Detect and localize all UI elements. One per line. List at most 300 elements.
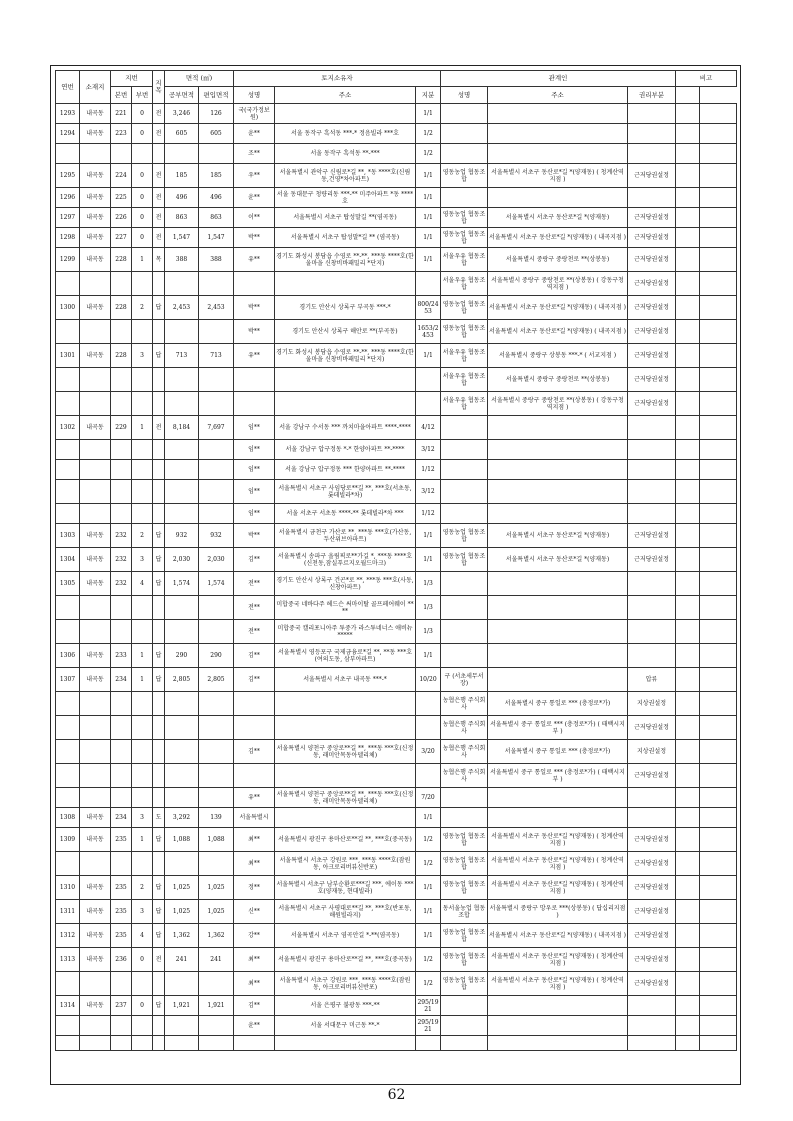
cell-area-public: 1,088 bbox=[165, 828, 199, 852]
cell-remarks-extra bbox=[700, 164, 737, 188]
cell-area-public bbox=[165, 440, 199, 460]
cell-share bbox=[416, 764, 441, 788]
cell-land-category bbox=[153, 480, 165, 504]
cell-location bbox=[80, 972, 111, 996]
cell-interest-address: 서울특별시 서초구 동산로*길 *(양재동) bbox=[488, 208, 628, 228]
table-row bbox=[56, 668, 737, 692]
cell-land-category bbox=[153, 740, 165, 764]
cell-owner-name: 임** bbox=[234, 460, 275, 480]
cell-land-category bbox=[153, 1016, 165, 1036]
table-row bbox=[56, 188, 737, 208]
cell-share: 1/1 bbox=[416, 644, 441, 668]
cell-interest-name: 영동농업 협동조합 bbox=[441, 524, 488, 548]
cell-empty bbox=[275, 1036, 416, 1051]
cell-area-public bbox=[165, 144, 199, 164]
cell-jibun-sub bbox=[132, 852, 153, 876]
cell-interest-address: 서울특별시 중랑구 중랑천로 **(상봉동) bbox=[488, 368, 628, 392]
cell-interest-address bbox=[488, 440, 628, 460]
cell-remarks-extra bbox=[700, 228, 737, 248]
cell-jibun-main: 235 bbox=[111, 876, 132, 900]
table-row bbox=[56, 344, 737, 368]
cell-area-public: 863 bbox=[165, 208, 199, 228]
cell-owner-address: 서울 동작구 흑석동 ***-* 정음빌라 ***호 bbox=[275, 124, 416, 144]
cell-owner-name: 박** bbox=[234, 296, 275, 320]
cell-lot-no: 1310 bbox=[56, 876, 80, 900]
cell-jibun-sub bbox=[132, 620, 153, 644]
cell-area-incorporated: 185 bbox=[199, 164, 234, 188]
cell-area-public bbox=[165, 1016, 199, 1036]
cell-area-public: 3,246 bbox=[165, 104, 199, 124]
cell-owner-address: 서울특별시 서초구 내곡동 ***-* bbox=[275, 668, 416, 692]
cell-owner-name: 서울특별시 bbox=[234, 808, 275, 828]
cell-right-type bbox=[628, 808, 676, 828]
table-row bbox=[56, 416, 737, 440]
cell-owner-address: 서울 서대문구 미근동 **-* bbox=[275, 1016, 416, 1036]
cell-area-incorporated: 241 bbox=[199, 948, 234, 972]
cell-right-type: 근저당권설정 bbox=[628, 716, 676, 740]
cell-share: 1/1 bbox=[416, 924, 441, 948]
cell-jibun-sub: 0 bbox=[132, 996, 153, 1016]
cell-owner-address: 미합중국 캘리포니아주 투중가 라스투네너스 애비뉴 ***** bbox=[275, 620, 416, 644]
cell-area-public bbox=[165, 740, 199, 764]
table-row bbox=[56, 572, 737, 596]
cell-location: 내곡동 bbox=[80, 572, 111, 596]
cell-lot-no: 1308 bbox=[56, 808, 80, 828]
cell-owner-name: 김** bbox=[234, 668, 275, 692]
table-row bbox=[56, 208, 737, 228]
cell-area-public bbox=[165, 272, 199, 296]
cell-owner-name: 임** bbox=[234, 504, 275, 524]
cell-location bbox=[80, 392, 111, 416]
header-jibun: 지번 bbox=[111, 71, 153, 87]
cell-lot-no bbox=[56, 620, 80, 644]
cell-location bbox=[80, 480, 111, 504]
cell-land-category: 전 bbox=[153, 104, 165, 124]
header-land-category: 지목 bbox=[153, 71, 165, 104]
cell-remarks bbox=[676, 320, 700, 344]
cell-interest-address bbox=[488, 124, 628, 144]
cell-interest-name: 영동농업 협동조합 bbox=[441, 208, 488, 228]
cell-lot-no bbox=[56, 692, 80, 716]
cell-share: 1/1 bbox=[416, 248, 441, 272]
cell-jibun-main: 224 bbox=[111, 164, 132, 188]
cell-location: 내곡동 bbox=[80, 104, 111, 124]
cell-area-public bbox=[165, 480, 199, 504]
cell-remarks bbox=[676, 948, 700, 972]
cell-interest-address bbox=[488, 144, 628, 164]
cell-jibun-sub: 4 bbox=[132, 572, 153, 596]
cell-owner-name: 최** bbox=[234, 828, 275, 852]
cell-owner-address: 서울특별시 서초구 남부순환로***길 ***, 에이동 ***호(양재동, 현대빌라) bbox=[275, 876, 416, 900]
table-row bbox=[56, 644, 737, 668]
cell-jibun-sub bbox=[132, 504, 153, 524]
cell-owner-address: 서울특별시 서초구 강원로 ***, ***동 ****호(잠원동, 아크로리버뷰신반포) bbox=[275, 852, 416, 876]
cell-jibun-main: 234 bbox=[111, 808, 132, 828]
cell-remarks bbox=[676, 596, 700, 620]
cell-jibun-sub: 0 bbox=[132, 208, 153, 228]
cell-remarks-extra bbox=[700, 104, 737, 124]
cell-owner-address: 서울 동작구 흑석동 **-*** bbox=[275, 144, 416, 164]
cell-remarks bbox=[676, 440, 700, 460]
cell-owner-name: 정** bbox=[234, 876, 275, 900]
cell-owner-address bbox=[275, 368, 416, 392]
cell-land-category: 답 bbox=[153, 644, 165, 668]
cell-land-category bbox=[153, 320, 165, 344]
cell-jibun-sub bbox=[132, 972, 153, 996]
cell-location bbox=[80, 852, 111, 876]
cell-share bbox=[416, 692, 441, 716]
cell-remarks bbox=[676, 572, 700, 596]
header-remarks: 비고 bbox=[676, 71, 737, 87]
cell-interest-name bbox=[441, 808, 488, 828]
cell-remarks bbox=[676, 788, 700, 808]
cell-jibun-sub bbox=[132, 460, 153, 480]
cell-jibun-main: 223 bbox=[111, 124, 132, 144]
cell-jibun-main: 234 bbox=[111, 668, 132, 692]
cell-area-incorporated: 2,805 bbox=[199, 668, 234, 692]
cell-jibun-sub: 1 bbox=[132, 668, 153, 692]
cell-remarks-extra bbox=[700, 320, 737, 344]
cell-right-type bbox=[628, 1016, 676, 1036]
cell-location bbox=[80, 596, 111, 620]
cell-interest-name: 영동농업 협동조합 bbox=[441, 164, 488, 188]
cell-area-public bbox=[165, 692, 199, 716]
cell-interest-name bbox=[441, 104, 488, 124]
cell-jibun-main: 232 bbox=[111, 548, 132, 572]
cell-jibun-sub bbox=[132, 596, 153, 620]
cell-remarks-extra bbox=[700, 1016, 737, 1036]
cell-interest-name bbox=[441, 620, 488, 644]
cell-area-incorporated bbox=[199, 368, 234, 392]
cell-area-public bbox=[165, 764, 199, 788]
cell-area-incorporated: 126 bbox=[199, 104, 234, 124]
cell-remarks bbox=[676, 124, 700, 144]
cell-share: 1/3 bbox=[416, 620, 441, 644]
cell-right-type bbox=[628, 644, 676, 668]
header-jibun-main: 본번 bbox=[111, 87, 132, 104]
cell-remarks-extra bbox=[700, 188, 737, 208]
cell-owner-name bbox=[234, 716, 275, 740]
cell-remarks bbox=[676, 104, 700, 124]
cell-owner-name: 전** bbox=[234, 596, 275, 620]
cell-remarks-extra bbox=[700, 948, 737, 972]
cell-right-type bbox=[628, 620, 676, 644]
cell-remarks-extra bbox=[700, 548, 737, 572]
cell-share bbox=[416, 368, 441, 392]
header-owner-group: 토지소유자 bbox=[234, 71, 441, 87]
cell-interest-address: 서울특별시 중구 통일로 *** (충정로*가) ( 태백시지부 ) bbox=[488, 764, 628, 788]
cell-owner-name: 박** bbox=[234, 228, 275, 248]
cell-jibun-main bbox=[111, 972, 132, 996]
cell-land-category bbox=[153, 692, 165, 716]
cell-interest-address bbox=[488, 596, 628, 620]
cell-owner-name: 전** bbox=[234, 620, 275, 644]
cell-jibun-sub bbox=[132, 392, 153, 416]
cell-remarks-extra bbox=[700, 416, 737, 440]
cell-remarks bbox=[676, 344, 700, 368]
cell-remarks bbox=[676, 504, 700, 524]
table-row bbox=[56, 852, 737, 876]
cell-interest-address bbox=[488, 808, 628, 828]
cell-area-public bbox=[165, 596, 199, 620]
cell-land-category: 전 bbox=[153, 188, 165, 208]
cell-jibun-sub: 0 bbox=[132, 164, 153, 188]
cell-jibun-main: 228 bbox=[111, 296, 132, 320]
cell-share: 1/12 bbox=[416, 504, 441, 524]
cell-location: 내곡동 bbox=[80, 228, 111, 248]
cell-empty bbox=[199, 1036, 234, 1051]
cell-area-public: 932 bbox=[165, 524, 199, 548]
cell-remarks-extra bbox=[700, 900, 737, 924]
cell-jibun-sub: 0 bbox=[132, 188, 153, 208]
cell-area-public: 2,030 bbox=[165, 548, 199, 572]
cell-jibun-sub bbox=[132, 320, 153, 344]
cell-interest-name: 영동농업 협동조합 bbox=[441, 924, 488, 948]
cell-right-type: 지상권설정 bbox=[628, 692, 676, 716]
cell-land-category: 답 bbox=[153, 524, 165, 548]
cell-jibun-sub: 1 bbox=[132, 644, 153, 668]
cell-lot-no: 1300 bbox=[56, 296, 80, 320]
cell-area-incorporated bbox=[199, 972, 234, 996]
cell-remarks bbox=[676, 272, 700, 296]
cell-interest-name: 영동농업 협동조합 bbox=[441, 876, 488, 900]
cell-interest-address: 서울특별시 서초구 동산로*길 *(양재동) ( 내곡지점 ) bbox=[488, 924, 628, 948]
cell-owner-name: 윤** bbox=[234, 188, 275, 208]
cell-location: 내곡동 bbox=[80, 548, 111, 572]
cell-area-incorporated bbox=[199, 740, 234, 764]
cell-share: 1/1 bbox=[416, 208, 441, 228]
cell-location bbox=[80, 144, 111, 164]
cell-right-type bbox=[628, 188, 676, 208]
cell-empty bbox=[441, 1036, 488, 1051]
cell-owner-address: 서울특별시 광진구 용마산로**길 **, ***호(중곡동) bbox=[275, 948, 416, 972]
cell-interest-name: 영동농업 협동조합 bbox=[441, 852, 488, 876]
cell-empty bbox=[165, 1036, 199, 1051]
cell-area-incorporated: 2,030 bbox=[199, 548, 234, 572]
cell-land-category bbox=[153, 972, 165, 996]
cell-interest-name: 영동농업 협동조합 bbox=[441, 548, 488, 572]
cell-jibun-main bbox=[111, 504, 132, 524]
cell-empty bbox=[628, 1036, 676, 1051]
cell-jibun-main: 235 bbox=[111, 924, 132, 948]
cell-jibun-main bbox=[111, 480, 132, 504]
cell-share: 1/1 bbox=[416, 808, 441, 828]
cell-remarks-extra bbox=[700, 124, 737, 144]
cell-remarks-extra bbox=[700, 344, 737, 368]
cell-interest-address: 서울특별시 중랑구 망우로 ***(상봉동) ( 답십리지점 ) bbox=[488, 900, 628, 924]
cell-jibun-main: 235 bbox=[111, 828, 132, 852]
cell-empty bbox=[488, 1036, 628, 1051]
cell-remarks bbox=[676, 808, 700, 828]
cell-owner-name: 박** bbox=[234, 524, 275, 548]
cell-jibun-sub bbox=[132, 716, 153, 740]
cell-owner-name: 조** bbox=[234, 144, 275, 164]
cell-lot-no bbox=[56, 1016, 80, 1036]
table-row bbox=[56, 972, 737, 996]
cell-remarks bbox=[676, 524, 700, 548]
cell-remarks bbox=[676, 208, 700, 228]
cell-empty bbox=[700, 1036, 737, 1051]
cell-interest-address: 서울특별시 서초구 동산로*길 *(양재동) ( 내곡지점 ) bbox=[488, 320, 628, 344]
cell-interest-address: 서울특별시 중구 통일로 *** (충정로*가) bbox=[488, 740, 628, 764]
cell-share: 1/1 bbox=[416, 548, 441, 572]
cell-share: 3/12 bbox=[416, 480, 441, 504]
cell-owner-name bbox=[234, 272, 275, 296]
cell-lot-no: 1304 bbox=[56, 548, 80, 572]
cell-area-public: 290 bbox=[165, 644, 199, 668]
cell-remarks bbox=[676, 924, 700, 948]
cell-interest-address: 서울특별시 중랑구 중랑천로 **(상봉동) ( 강동구청역지점 ) bbox=[488, 392, 628, 416]
cell-share: 7/20 bbox=[416, 788, 441, 808]
cell-owner-name bbox=[234, 392, 275, 416]
cell-owner-name: 최** bbox=[234, 852, 275, 876]
cell-empty bbox=[56, 1036, 80, 1051]
cell-interest-address: 서울특별시 서초구 동산로*길 *(양재동) ( 청계산역지점 ) bbox=[488, 852, 628, 876]
cell-remarks-extra bbox=[700, 596, 737, 620]
cell-land-category bbox=[153, 620, 165, 644]
cell-jibun-main bbox=[111, 320, 132, 344]
cell-land-category: 도 bbox=[153, 808, 165, 828]
table-row bbox=[56, 164, 737, 188]
cell-owner-address bbox=[275, 692, 416, 716]
cell-remarks bbox=[676, 668, 700, 692]
cell-land-category: 답 bbox=[153, 828, 165, 852]
cell-interest-address bbox=[488, 1016, 628, 1036]
cell-remarks bbox=[676, 828, 700, 852]
table-row bbox=[56, 924, 737, 948]
cell-jibun-main bbox=[111, 740, 132, 764]
cell-jibun-sub bbox=[132, 740, 153, 764]
cell-owner-name: 유** bbox=[234, 248, 275, 272]
cell-interest-name: 농협은행 주식회사 bbox=[441, 692, 488, 716]
cell-remarks bbox=[676, 188, 700, 208]
cell-interest-address: 서울특별시 중구 통일로 *** (충정로*가) ( 태백시지부 ) bbox=[488, 716, 628, 740]
cell-share: 800/2453 bbox=[416, 296, 441, 320]
cell-owner-address: 서울특별시 관악구 신림로*길 **, *동 ****호(신림동,건영*차아파트) bbox=[275, 164, 416, 188]
cell-lot-no: 1302 bbox=[56, 416, 80, 440]
cell-interest-name: 영동농업 협동조합 bbox=[441, 320, 488, 344]
cell-remarks-extra bbox=[700, 644, 737, 668]
cell-area-public bbox=[165, 972, 199, 996]
cell-share: 3/20 bbox=[416, 740, 441, 764]
cell-land-category: 전 bbox=[153, 164, 165, 188]
cell-interest-name bbox=[441, 596, 488, 620]
cell-land-category: 전 bbox=[153, 948, 165, 972]
cell-location bbox=[80, 788, 111, 808]
cell-jibun-main bbox=[111, 392, 132, 416]
cell-share: 10/20 bbox=[416, 668, 441, 692]
cell-interest-name: 서울우유 협동조합 bbox=[441, 248, 488, 272]
land-owner-table bbox=[55, 70, 737, 1051]
cell-area-incorporated bbox=[199, 320, 234, 344]
cell-jibun-main bbox=[111, 460, 132, 480]
cell-jibun-main: 228 bbox=[111, 248, 132, 272]
cell-area-public bbox=[165, 320, 199, 344]
cell-location: 내곡동 bbox=[80, 344, 111, 368]
cell-location: 내곡동 bbox=[80, 828, 111, 852]
cell-land-category bbox=[153, 368, 165, 392]
cell-owner-name bbox=[234, 692, 275, 716]
cell-location: 내곡동 bbox=[80, 948, 111, 972]
cell-interest-address bbox=[488, 996, 628, 1016]
cell-right-type: 근저당권설정 bbox=[628, 344, 676, 368]
cell-jibun-main bbox=[111, 788, 132, 808]
cell-area-incorporated: 1,574 bbox=[199, 572, 234, 596]
cell-lot-no: 1297 bbox=[56, 208, 80, 228]
cell-jibun-sub: 3 bbox=[132, 548, 153, 572]
cell-land-category bbox=[153, 144, 165, 164]
cell-owner-name bbox=[234, 764, 275, 788]
cell-interest-name: 농협은행 주식회사 bbox=[441, 764, 488, 788]
page-number: 62 bbox=[387, 1087, 406, 1103]
cell-right-type: 근저당권설정 bbox=[628, 972, 676, 996]
cell-remarks-extra bbox=[700, 924, 737, 948]
cell-remarks bbox=[676, 296, 700, 320]
cell-share: 1/2 bbox=[416, 828, 441, 852]
cell-interest-name bbox=[441, 996, 488, 1016]
cell-lot-no: 1306 bbox=[56, 644, 80, 668]
cell-owner-address: 서울특별시 양천구 중앙로**길 **, ***동 ***호(신정동, 래미안목동아델리체) bbox=[275, 788, 416, 808]
cell-remarks bbox=[676, 228, 700, 248]
cell-interest-name bbox=[441, 572, 488, 596]
cell-owner-address: 서울특별시 영등포구 국제금융로*길 **, **동 ***호(여의도동, 삼부아파트) bbox=[275, 644, 416, 668]
table-row bbox=[56, 144, 737, 164]
cell-owner-address: 서울특별시 서초구 탑성말*길 ** (염곡동) bbox=[275, 228, 416, 248]
cell-area-public: 1,547 bbox=[165, 228, 199, 248]
cell-right-type: 압류 bbox=[628, 668, 676, 692]
cell-location: 내곡동 bbox=[80, 416, 111, 440]
cell-area-incorporated bbox=[199, 392, 234, 416]
cell-interest-name bbox=[441, 440, 488, 460]
cell-jibun-sub: 0 bbox=[132, 948, 153, 972]
cell-lot-no bbox=[56, 272, 80, 296]
cell-jibun-main bbox=[111, 596, 132, 620]
cell-jibun-sub: 4 bbox=[132, 924, 153, 948]
cell-remarks-extra bbox=[700, 480, 737, 504]
cell-area-incorporated bbox=[199, 788, 234, 808]
cell-land-category bbox=[153, 852, 165, 876]
cell-owner-address: 서울특별시 광진구 용마산로**길 **, ***호(중곡동) bbox=[275, 828, 416, 852]
cell-location: 내곡동 bbox=[80, 876, 111, 900]
cell-area-public: 1,025 bbox=[165, 900, 199, 924]
cell-land-category bbox=[153, 460, 165, 480]
cell-location: 내곡동 bbox=[80, 668, 111, 692]
cell-remarks bbox=[676, 164, 700, 188]
cell-jibun-sub: 0 bbox=[132, 228, 153, 248]
cell-area-public bbox=[165, 392, 199, 416]
cell-remarks bbox=[676, 900, 700, 924]
cell-interest-name bbox=[441, 788, 488, 808]
table-row bbox=[56, 548, 737, 572]
cell-share: 1/2 bbox=[416, 972, 441, 996]
cell-location: 내곡동 bbox=[80, 248, 111, 272]
cell-area-incorporated bbox=[199, 1016, 234, 1036]
page-frame bbox=[50, 65, 741, 1085]
cell-lot-no bbox=[56, 788, 80, 808]
cell-lot-no bbox=[56, 764, 80, 788]
cell-right-type bbox=[628, 788, 676, 808]
cell-owner-address bbox=[275, 808, 416, 828]
cell-remarks-extra bbox=[700, 852, 737, 876]
cell-jibun-sub bbox=[132, 272, 153, 296]
cell-share: 1/1 bbox=[416, 228, 441, 248]
cell-empty bbox=[153, 1036, 165, 1051]
cell-area-public: 1,362 bbox=[165, 924, 199, 948]
cell-lot-no: 1305 bbox=[56, 572, 80, 596]
cell-owner-address: 서울 강남구 압구정동 *** 한양아파트 **-**** bbox=[275, 460, 416, 480]
cell-area-public bbox=[165, 368, 199, 392]
table-row bbox=[56, 740, 737, 764]
